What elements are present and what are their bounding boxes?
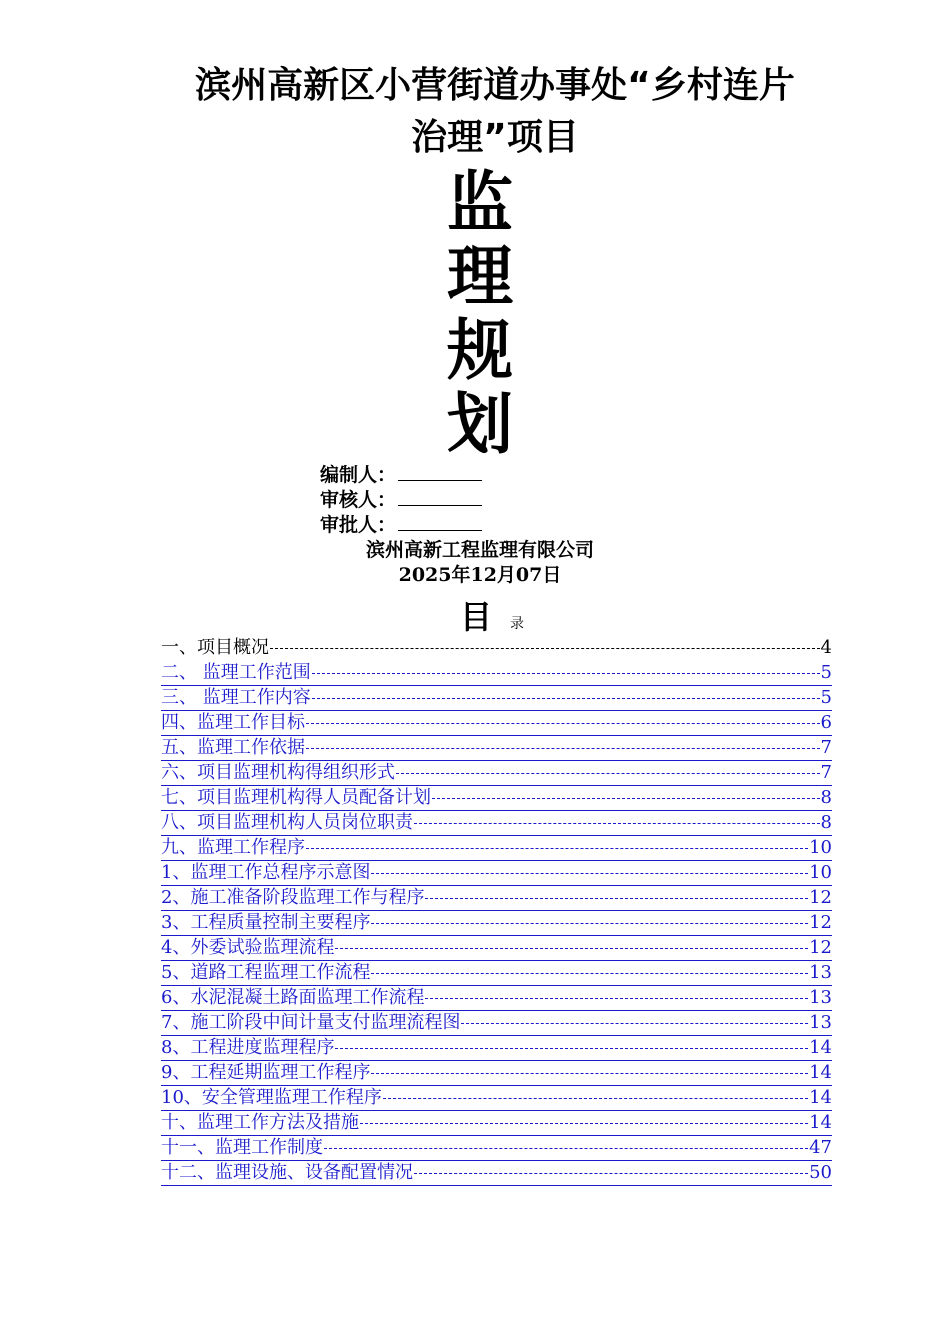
- toc-entry-label: 九、监理工作程序: [161, 837, 305, 858]
- toc-leader: [432, 786, 820, 810]
- reviewer-signature-line: [398, 487, 482, 506]
- toc-entry-link[interactable]: [161, 811, 832, 836]
- toc-entry-label: 五、监理工作依据: [161, 737, 305, 758]
- toc-entry-label: 2、施工准备阶段监理工作与程序: [161, 887, 425, 908]
- toc-leader: [312, 686, 820, 710]
- compiler-row: [320, 462, 482, 487]
- toc-leader: [461, 1011, 808, 1035]
- toc-entry-page: 10: [809, 862, 832, 883]
- document-date: 2025年12月07日: [398, 564, 562, 586]
- toc-entry-page: 13: [809, 1012, 832, 1033]
- toc-leader: [360, 1111, 808, 1135]
- approver-label: 审批人：: [320, 514, 397, 536]
- toc-entry-label: 三、 监理工作内容: [161, 687, 311, 708]
- toc-entry-page: 7: [820, 737, 832, 758]
- toc-entry-label: 十二、监理设施、设备配置情况: [161, 1162, 413, 1183]
- toc-entry-page: 14: [809, 1087, 832, 1108]
- toc-entry-page: 14: [809, 1037, 832, 1058]
- toc-entry-page: 8: [820, 787, 832, 808]
- approver-row: [320, 512, 482, 537]
- compiler-label: 编制人：: [320, 464, 397, 486]
- toc-entry-label: 9、工程延期监理工作程序: [161, 1062, 371, 1083]
- toc-entry-link[interactable]: [161, 861, 832, 886]
- toc-entry-link[interactable]: [161, 736, 832, 761]
- toc-entry-link[interactable]: [161, 1011, 832, 1036]
- toc-entry-link[interactable]: [161, 911, 832, 936]
- toc-entry-label: 二、 监理工作范围: [161, 662, 311, 683]
- toc-leader: [371, 911, 808, 935]
- big-title-char: 理: [447, 238, 513, 315]
- toc-entry-label: 七、项目监理机构得人员配备计划: [161, 787, 431, 808]
- toc-entry-label: 六、项目监理机构得组织形式: [161, 762, 395, 783]
- toc-entry-link[interactable]: [161, 786, 832, 811]
- toc-entry-link[interactable]: [161, 986, 832, 1011]
- toc-entry-page: 7: [820, 762, 832, 783]
- toc-entry-link[interactable]: [161, 836, 832, 861]
- toc-entry-label: 5、道路工程监理工作流程: [161, 962, 371, 983]
- toc-leader: [335, 936, 808, 960]
- toc-entry-page: 47: [809, 1137, 832, 1158]
- toc-entry-link[interactable]: [161, 711, 832, 736]
- toc-entry-link[interactable]: [161, 1161, 832, 1186]
- document-title-line-1: 滨州高新区小营街道办事处“乡村连片: [195, 65, 795, 106]
- toc-entry-page: 14: [809, 1112, 832, 1133]
- toc-leader: [425, 886, 808, 910]
- toc-leader: [306, 736, 820, 760]
- toc-entry-page: 12: [809, 912, 832, 933]
- toc-entry-link[interactable]: [161, 661, 832, 686]
- reviewer-label: 审核人：: [320, 489, 397, 511]
- toc-entry-link[interactable]: [161, 1136, 832, 1161]
- company-name: 滨州高新工程监理有限公司: [365, 539, 594, 561]
- compiler-signature-line: [398, 462, 482, 481]
- toc-entry-page: 8: [820, 812, 832, 833]
- toc-leader: [371, 961, 808, 985]
- toc-entry-link[interactable]: [161, 1086, 832, 1111]
- toc-entry-label: 一、项目概况: [161, 637, 269, 658]
- toc-entry-link: [161, 636, 832, 661]
- toc-entry-label: 10、安全管理监理工作程序: [161, 1087, 382, 1108]
- toc-entry-page: 12: [809, 937, 832, 958]
- toc-leader: [383, 1086, 808, 1110]
- toc-entry-label: 八、项目监理机构人员岗位职责: [161, 812, 413, 833]
- toc-entry-page: 13: [809, 962, 832, 983]
- big-title-char: 划: [447, 386, 513, 463]
- toc-entry-label: 6、水泥混凝土路面监理工作流程: [161, 987, 425, 1008]
- big-title-char: 监: [447, 164, 513, 241]
- toc-leader: [371, 861, 808, 885]
- toc-entry-label: 8、工程进度监理程序: [161, 1037, 335, 1058]
- toc-leader: [306, 711, 820, 735]
- toc-entry-page: 50: [809, 1162, 832, 1183]
- toc-entry-page: 6: [820, 712, 832, 733]
- document-title-line-2: 治理”项目: [411, 117, 579, 158]
- toc-leader: [324, 1136, 808, 1160]
- toc-leader: [312, 661, 820, 685]
- toc-entry-label: 7、施工阶段中间计量支付监理流程图: [161, 1012, 461, 1033]
- toc-leader: [270, 636, 820, 661]
- toc-entry-link[interactable]: [161, 961, 832, 986]
- toc-leader: [396, 761, 820, 785]
- table-of-contents: [161, 636, 832, 1186]
- toc-entry-label: 4、外委试验监理流程: [161, 937, 335, 958]
- toc-entry-page: 13: [809, 987, 832, 1008]
- toc-entry-label: 1、监理工作总程序示意图: [161, 862, 371, 883]
- toc-entry-link[interactable]: [161, 686, 832, 711]
- toc-heading: [460, 592, 524, 638]
- toc-entry-label: 四、监理工作目标: [161, 712, 305, 733]
- toc-leader: [425, 986, 808, 1010]
- toc-leader: [371, 1061, 808, 1085]
- toc-entry-link[interactable]: [161, 761, 832, 786]
- toc-leader: [414, 1161, 808, 1185]
- toc-leader: [414, 811, 820, 835]
- toc-leader: [306, 836, 808, 860]
- toc-entry-page: 5: [820, 687, 832, 708]
- reviewer-row: [320, 487, 482, 512]
- toc-entry-link[interactable]: [161, 886, 832, 911]
- big-title-char: 规: [447, 312, 513, 389]
- toc-leader: [335, 1036, 808, 1060]
- toc-entry-label: 3、工程质量控制主要程序: [161, 912, 371, 933]
- toc-entry-page: 12: [809, 887, 832, 908]
- toc-entry-link[interactable]: [161, 1061, 832, 1086]
- toc-entry-link[interactable]: [161, 936, 832, 961]
- toc-entry-page: 10: [809, 837, 832, 858]
- toc-heading-main: 目: [460, 598, 493, 636]
- approver-signature-line: [398, 512, 482, 531]
- toc-entry-label: 十一、监理工作制度: [161, 1137, 323, 1158]
- toc-entry-page: 14: [809, 1062, 832, 1083]
- toc-entry-link[interactable]: [161, 1036, 832, 1061]
- toc-entry-label: 十、监理工作方法及措施: [161, 1112, 359, 1133]
- toc-entry-page: 5: [820, 662, 832, 683]
- toc-entry-link[interactable]: [161, 1111, 832, 1136]
- toc-entry-page: 4: [820, 637, 832, 658]
- toc-heading-sub: 录: [510, 616, 525, 632]
